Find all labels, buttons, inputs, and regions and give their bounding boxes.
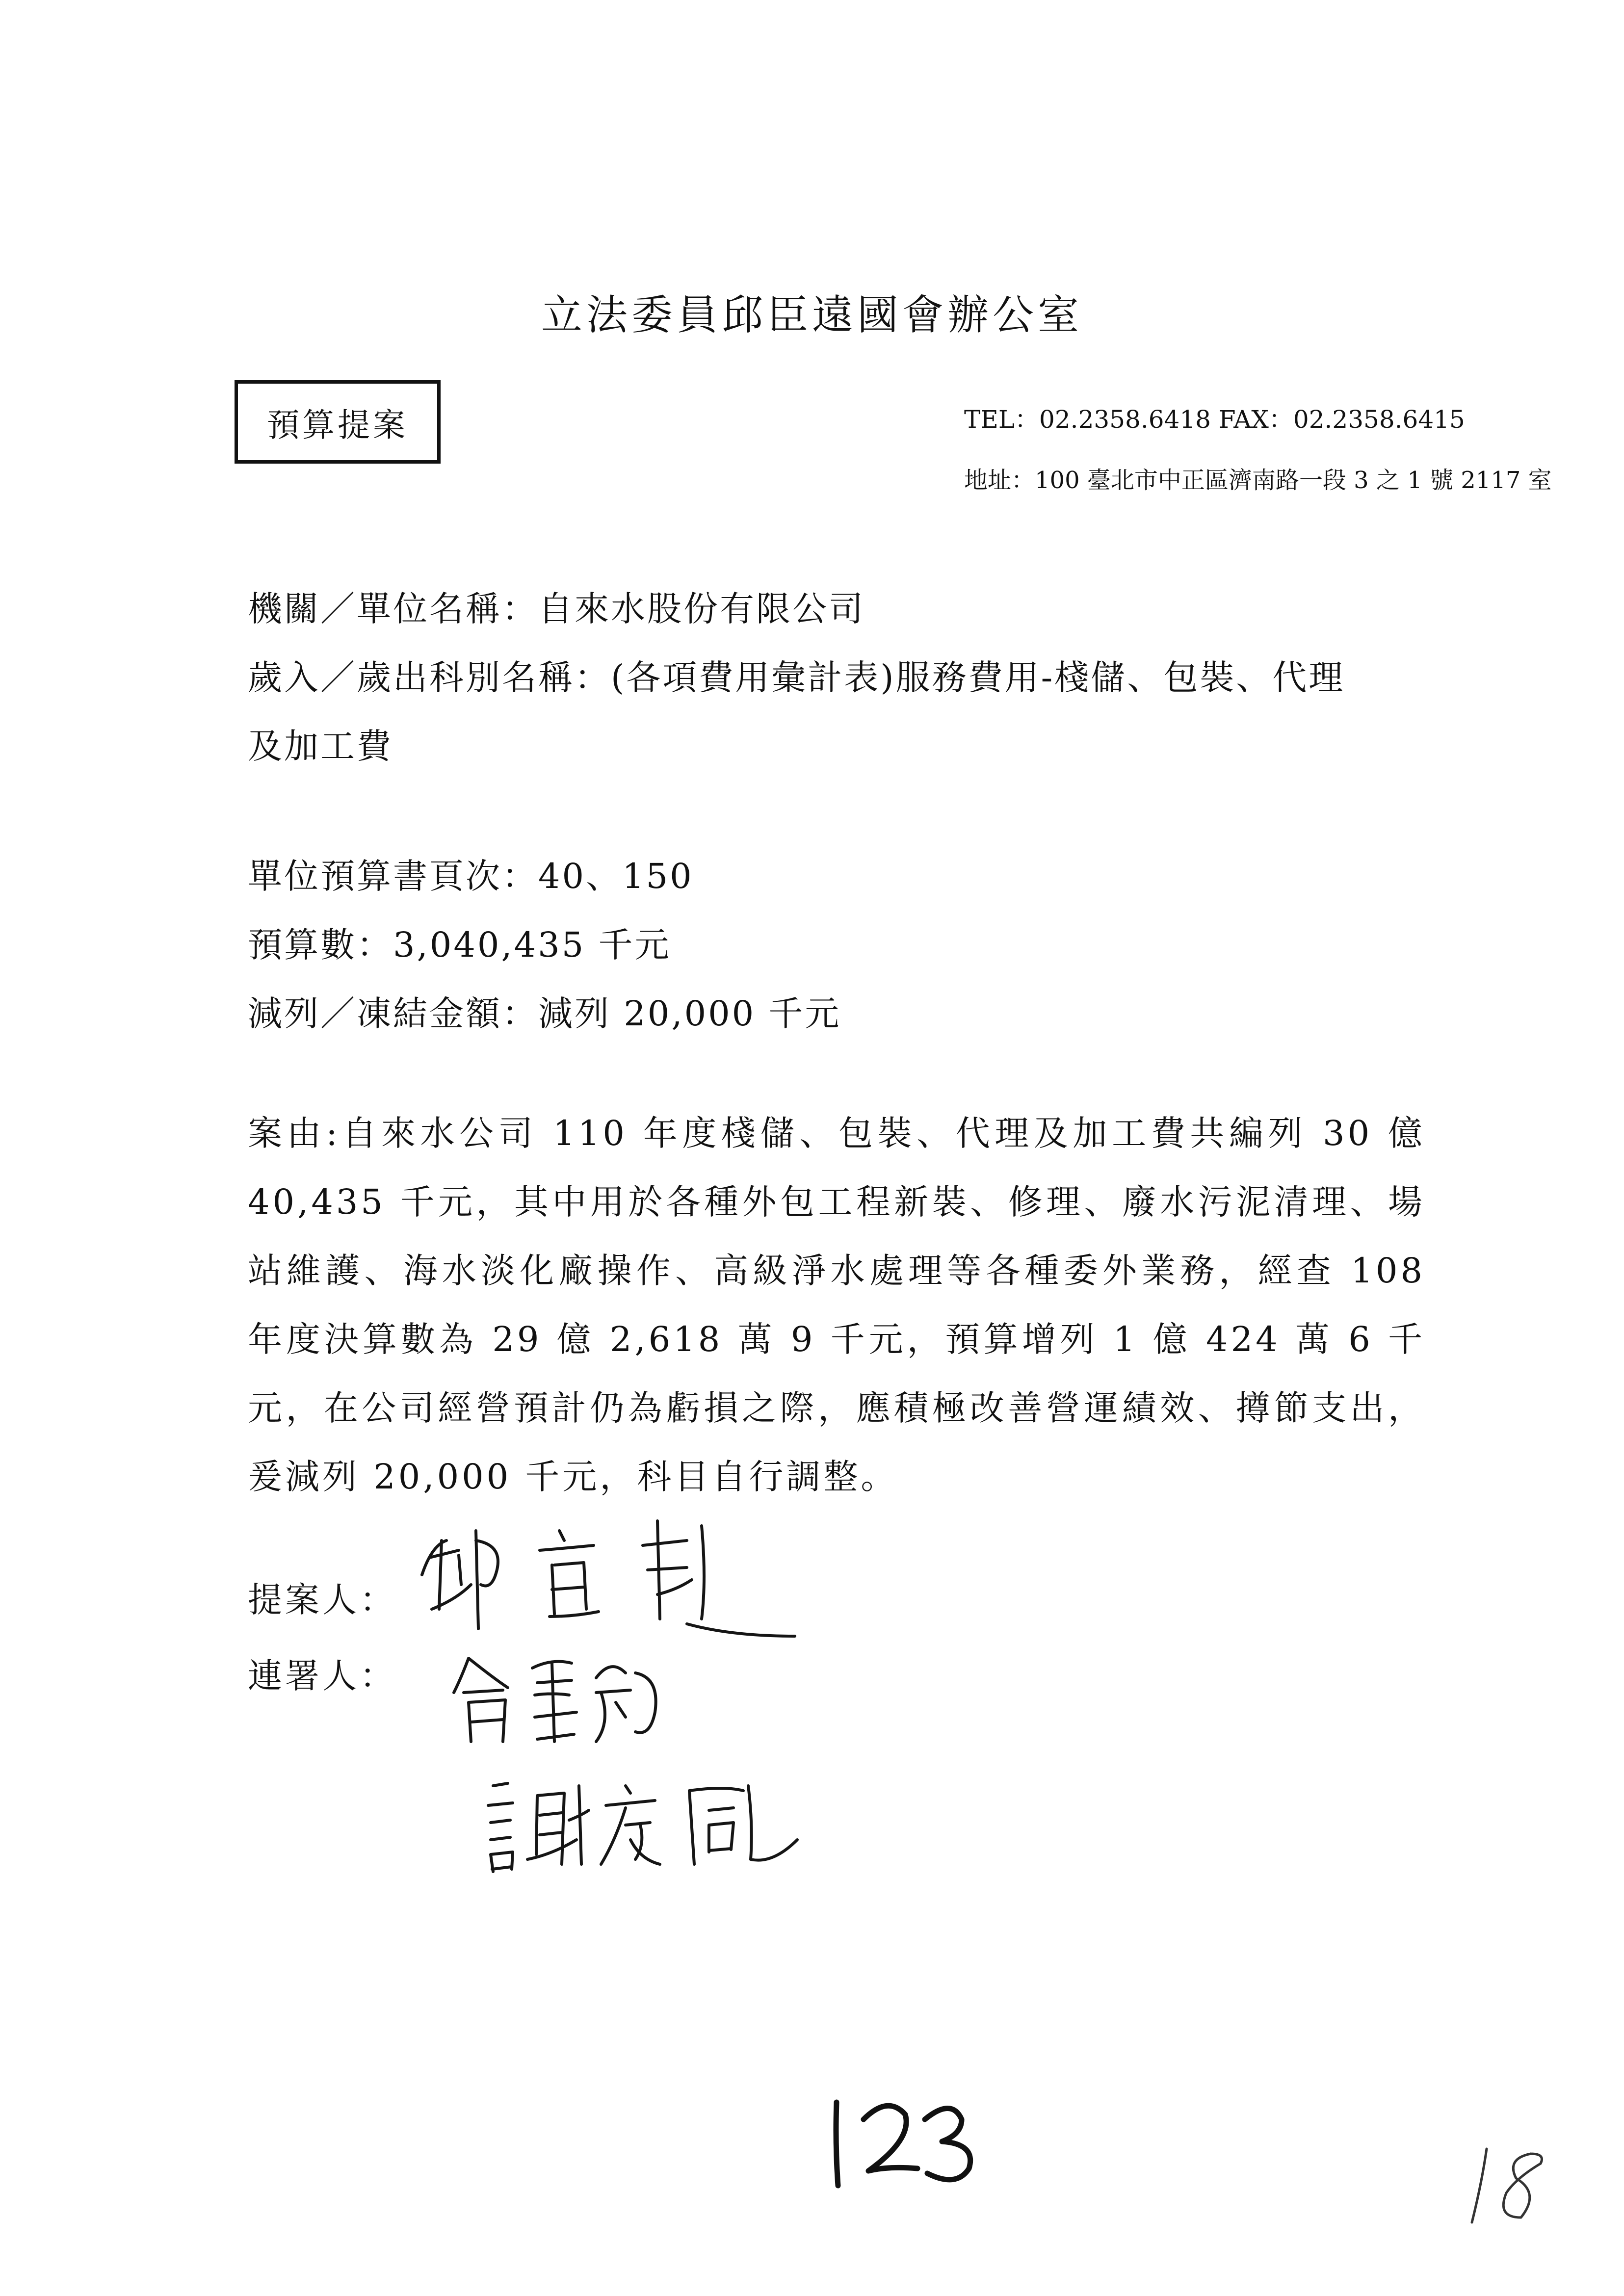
doc-type-label: 預算提案 (267, 406, 408, 444)
cosigner-label: 連署人： (248, 1656, 397, 1696)
proposer-signature (412, 1511, 814, 1639)
office-title: 立法委員邱臣遠國會辦公室 (541, 291, 1083, 339)
handwritten-sheet-number (1457, 2134, 1575, 2232)
doc-type-box (235, 380, 441, 464)
item-field-line2: 及加工費 (248, 726, 393, 766)
budget-pages-field: 單位預算書頁次：40、150 (248, 856, 694, 896)
contact-line: TEL：02.2358.6418 FAX：02.2358.6415 (964, 405, 1465, 434)
proposer-label: 提案人： (248, 1580, 397, 1620)
cut-amount-field: 減列／凍結金額：減列 20,000 千元 (248, 993, 841, 1034)
reason-text: 案由:自來水公司 110 年度棧儲、包裝、代理及加工費共編列 30 億 40,435 千元，其中用於各種外包工程新裝、修理、廢水污泥清理、場站維護、海水淡化廠操作、高級淨水處理等各種委外業務，經查 108 年度決算數為 29 億 2,618 萬 9 千元，預算增列 1 億 424 萬 6 千元，在公司經營預計仍為虧損之際，應積極改善營運績效、撙節支出，爰減列 20,000 千元，科目自行調整。 (248, 1113, 1425, 1497)
budget-amount-field: 預算數：3,040,435 千元 (248, 925, 671, 965)
address-line: 地址：100 臺北市中正區濟南路一段 3 之 1 號 2117 室 (964, 467, 1552, 494)
cosigner-signature-2 (478, 1766, 812, 1884)
cosigner-signature-1 (449, 1648, 675, 1751)
item-field-line1: 歲入／歲出科別名稱：(各項費用彙計表)服務費用-棧儲、包裝、代理 (248, 657, 1345, 698)
agency-field: 機關／單位名稱：自來水股份有限公司 (248, 589, 865, 629)
reason-paragraph (248, 1099, 1425, 1511)
handwritten-page-number (814, 2085, 981, 2198)
